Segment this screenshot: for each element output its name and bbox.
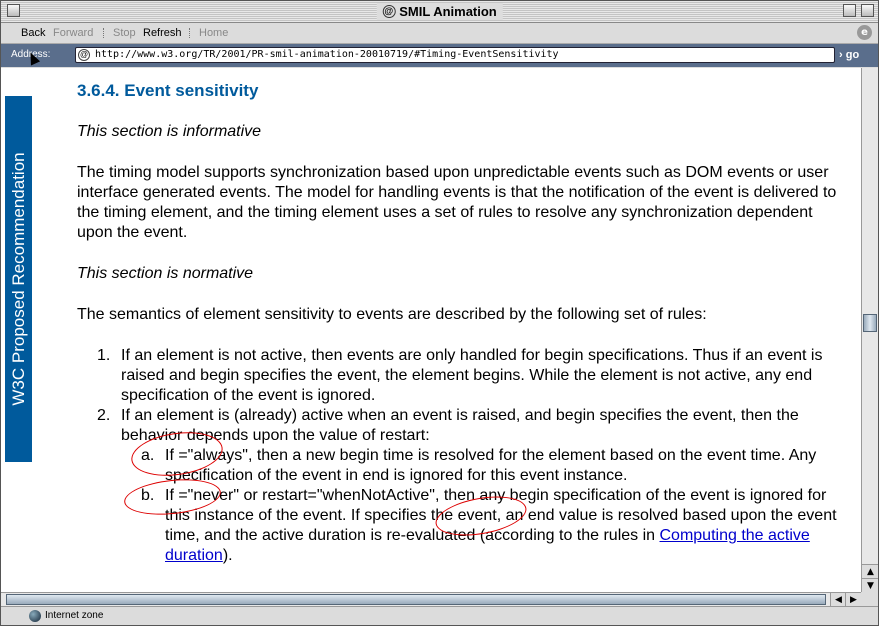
rule-text: If ="never" or restart="whenNotActive", then any begin specification of the event is ignored for this instance of the event. If specifies the event, an end value is resolved based upon the event time, and the active duration is re-evaluated (according to the rules in <box>165 487 837 544</box>
navigation-toolbar <box>1 23 878 44</box>
scroll-up-arrow-icon[interactable]: ▲ <box>862 564 879 579</box>
go-arrow-icon: › <box>839 49 843 61</box>
scroll-down-arrow-icon[interactable]: ▼ <box>862 578 879 593</box>
section-heading: 3.6.4. Event sensitivity <box>77 81 259 100</box>
forward-button[interactable]: Forward <box>53 27 94 39</box>
status-bar <box>1 606 878 626</box>
go-label: go <box>845 49 860 61</box>
horizontal-scrollbar[interactable] <box>1 592 861 607</box>
address-label: Address: <box>11 49 51 60</box>
list-number: 1. <box>97 347 111 364</box>
horizontal-scroll-thumb[interactable] <box>6 594 826 605</box>
back-button[interactable]: Back <box>21 27 46 39</box>
collapse-box-button[interactable] <box>861 4 874 17</box>
normative-label: This section is normative <box>77 265 254 282</box>
browser-activity-icon: e <box>857 25 872 40</box>
w3c-status-banner[interactable] <box>5 96 32 462</box>
browser-globe-icon: @ <box>382 5 395 18</box>
list-number: 2. <box>97 407 111 424</box>
w3c-status-text: W3C Proposed Recommendation <box>8 152 28 406</box>
scroll-right-arrow-icon[interactable]: ▶ <box>845 593 861 607</box>
rule-text-end: ). <box>222 547 233 564</box>
rule-text: If ="always", then a new begin time is resolved for the element based on the event time. Any specification of the event in end is ignored for this event instance. <box>165 447 817 484</box>
toolbar-separator <box>103 28 106 38</box>
close-box-button[interactable] <box>7 4 20 17</box>
vertical-scrollbar[interactable] <box>861 68 879 592</box>
window-title-group <box>376 3 503 20</box>
url-text[interactable]: http://www.w3.org/TR/2001/PR-smil-animation-20010719/#Timing-EventSensitivity <box>95 49 559 60</box>
paragraph-semantics: The semantics of element sensitivity to events are described by the following set of rules: <box>77 306 707 323</box>
page-content <box>1 68 861 592</box>
toolbar-separator <box>189 28 192 38</box>
go-button[interactable] <box>839 47 875 63</box>
informative-label: This section is informative <box>77 123 262 140</box>
address-bar <box>1 44 878 67</box>
security-zone-text: Internet zone <box>45 610 104 621</box>
window-title: SMIL Animation <box>399 4 497 19</box>
rule-text: If an element is not active, then events are only handled for begin specifications. Thus if an event is raised and begin specifies the event, the element begins. While the element is not active, any end specification of the event is ignored. <box>121 347 823 404</box>
page-icon: @ <box>79 50 89 59</box>
computing-active-duration-link[interactable]: Computing the active duration <box>165 527 810 564</box>
stop-button[interactable]: Stop <box>113 27 136 39</box>
zoom-box-button[interactable] <box>843 4 856 17</box>
rule-text: If an element is (already) active when an event is raised, and begin specifies the event, then the behavior depends upon the value of restart: <box>121 407 799 444</box>
title-bar[interactable] <box>1 1 878 23</box>
scroll-left-arrow-icon[interactable]: ◀ <box>830 593 846 607</box>
url-input[interactable] <box>75 47 835 63</box>
refresh-button[interactable]: Refresh <box>143 27 182 39</box>
internet-zone-globe-icon <box>29 610 41 622</box>
paragraph-timing-model: The timing model supports synchronization based upon unpredictable events such as DOM events or user interface generated events. The model for handling events is that the notification of the event is delivered to the timing element, and the timing element uses a set of rules to resolve any synchronization dependent upon the event. <box>77 164 837 241</box>
home-button[interactable]: Home <box>199 27 229 39</box>
vertical-scroll-thumb[interactable] <box>863 314 877 332</box>
list-item <box>97 346 837 406</box>
list-letter: b. <box>141 487 155 504</box>
list-letter: a. <box>141 447 155 464</box>
